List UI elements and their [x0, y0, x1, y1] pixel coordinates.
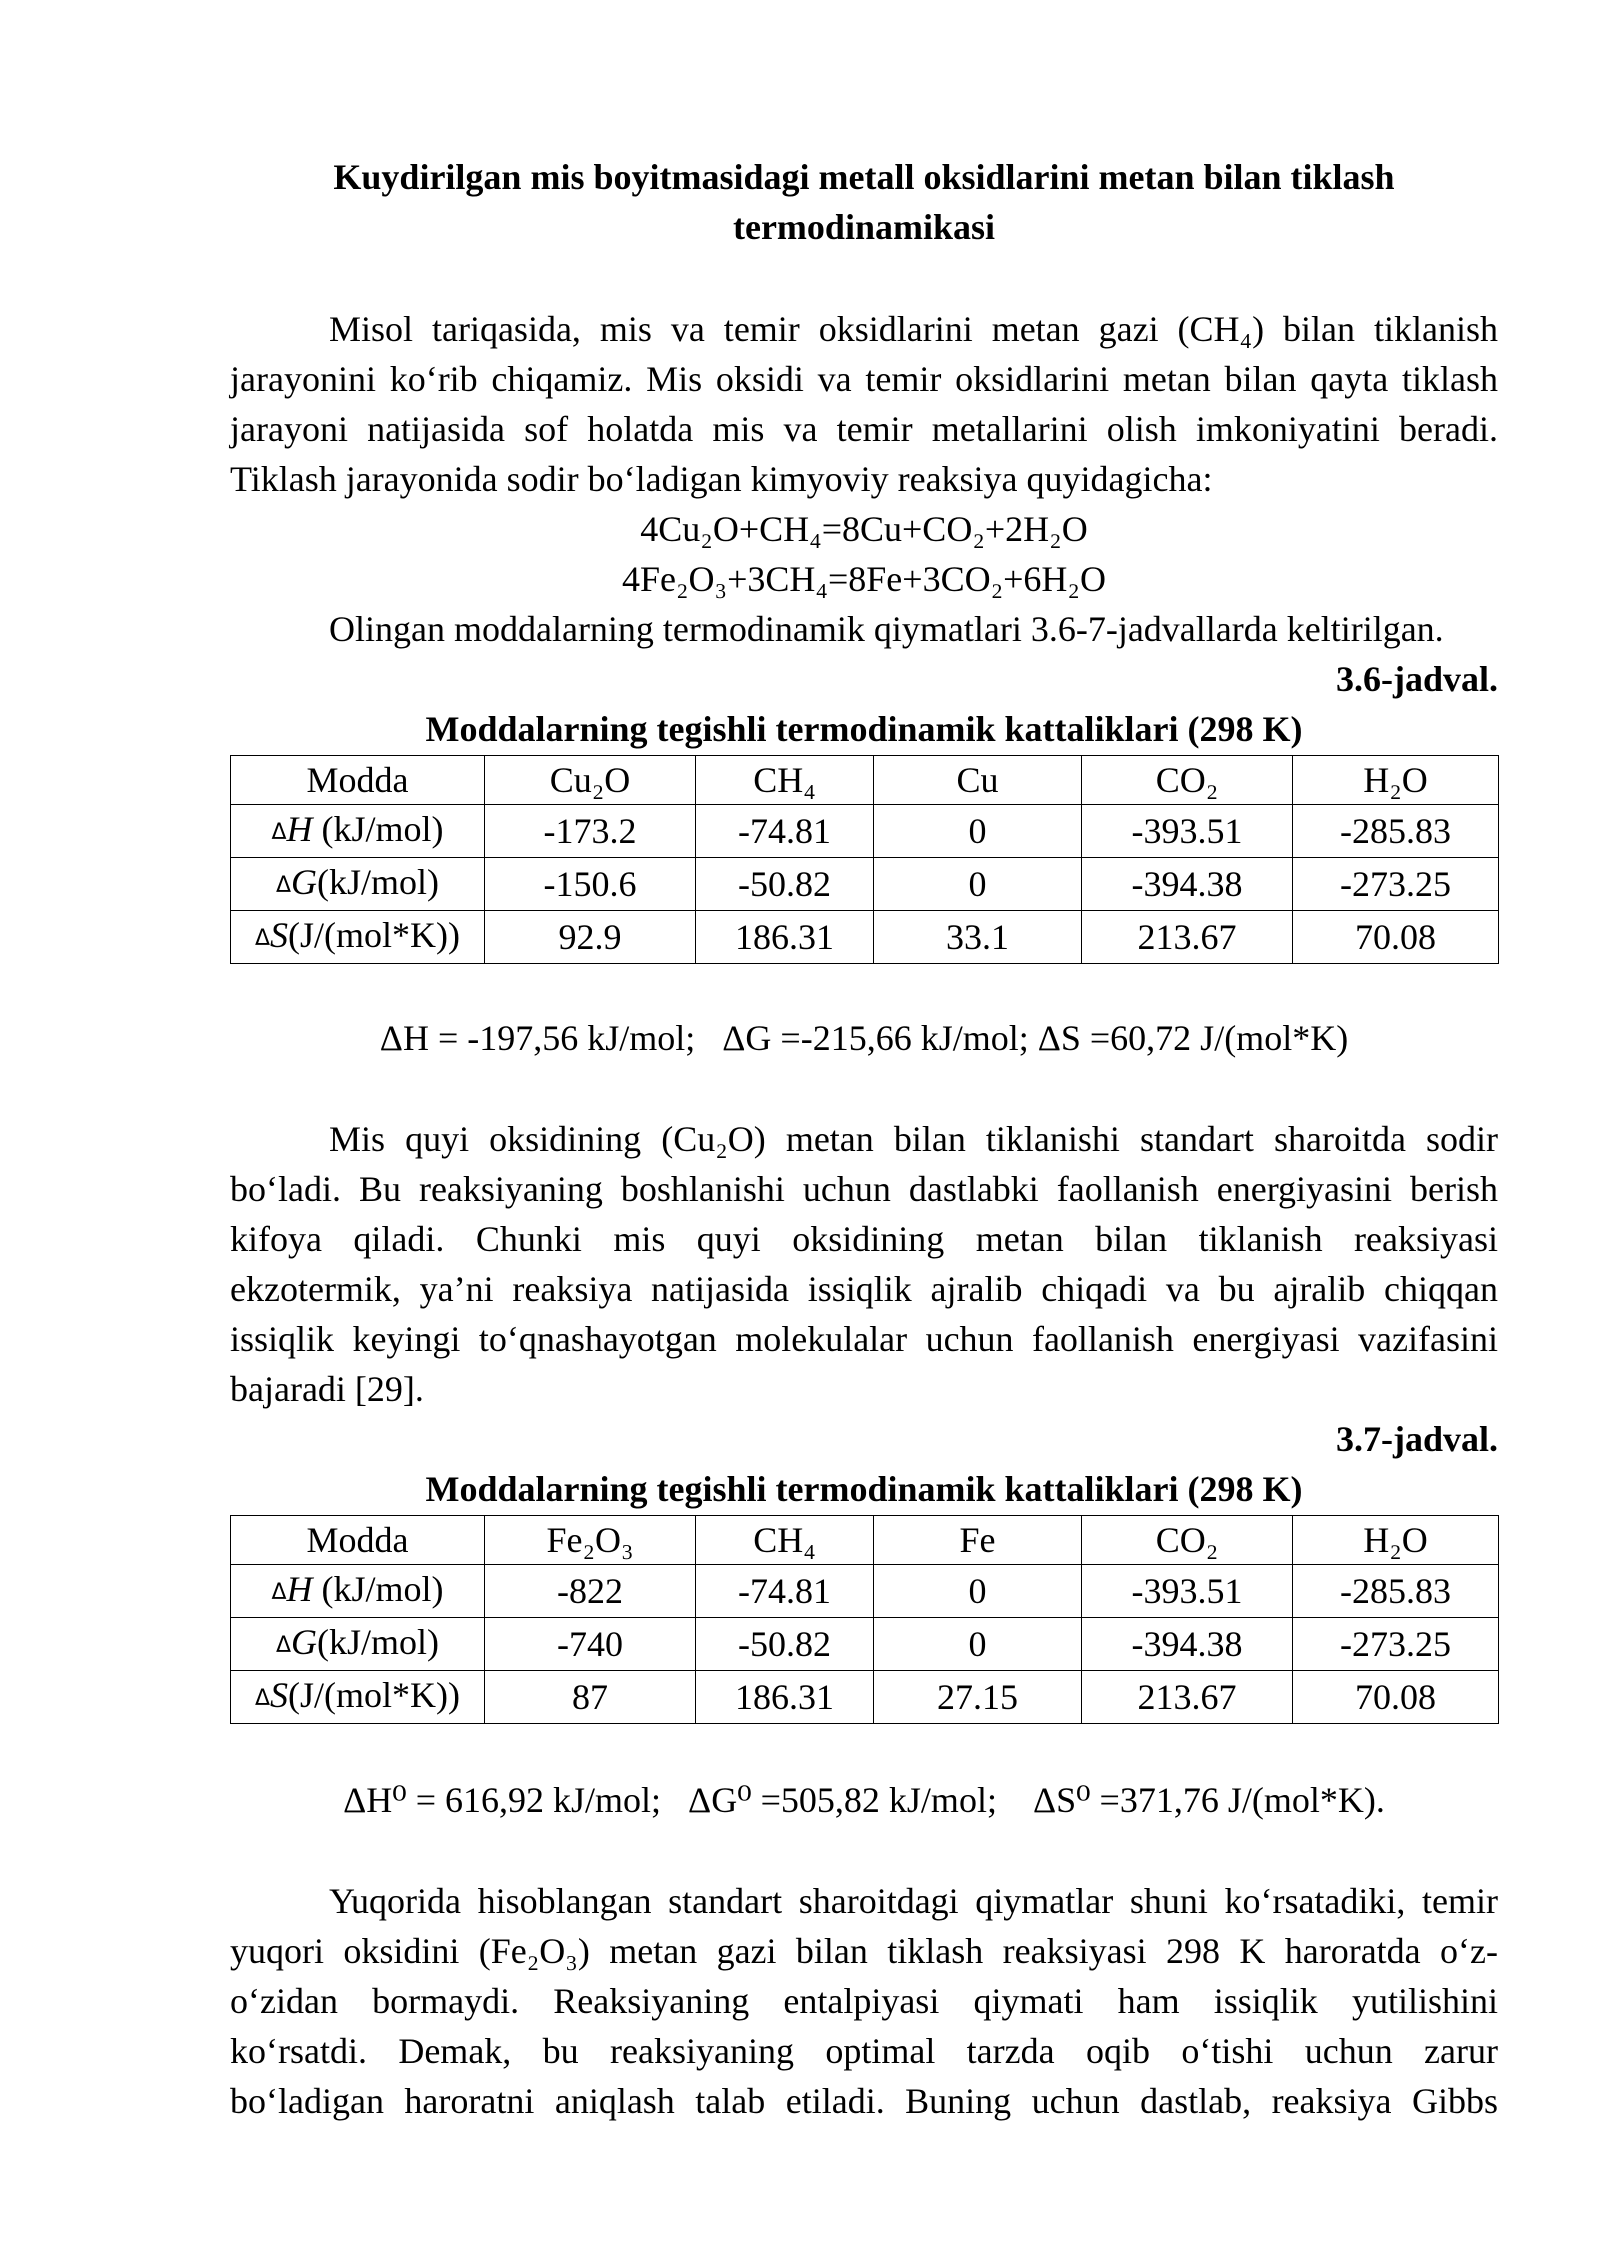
text-line: Olingan moddalarning termodinamik qiymatlari 3.6-7-jadvallarda keltirilgan. [329, 609, 1444, 649]
paragraph [230, 1114, 1498, 1414]
table-row [231, 1618, 1499, 1671]
table-cell: -50.82 [696, 1618, 874, 1671]
table-cell: 213.67 [1082, 911, 1293, 964]
table-header-cell: Modda [231, 1516, 485, 1565]
variable-symbol: G [291, 1622, 318, 1662]
table-cell: -285.83 [1293, 1565, 1499, 1618]
text-line: jarayonini ko‘rib chiqamiz. Mis oksidi va temir oksidlarini metan bilan qayta tiklash [230, 359, 1498, 399]
table-header-cell: H₂O [1293, 756, 1499, 805]
result-line: ΔH = -197,56 kJ/mol; ΔG =-215,66 kJ/mol; ΔS =60,72 J/(mol*K) [379, 1018, 1349, 1058]
table-cell: 213.67 [1082, 1671, 1293, 1724]
table-header-cell: Cu₂O [485, 756, 696, 805]
table-cell: -74.81 [696, 805, 874, 858]
table-caption: Moddalarning tegishli termodinamik kattaliklari (298 K) [425, 709, 1303, 749]
text-line: o‘zidan bormaydi. Reaksiyaning entalpiyasi qiymati ham issiqlik yutilishini [230, 1981, 1498, 2021]
table-cell: -394.38 [1082, 858, 1293, 911]
table-cell: 0 [874, 1565, 1082, 1618]
text-line: jarayoni natijasida sof holatda mis va temir metallarini olish imkoniyatini beradi. [230, 409, 1498, 449]
table-cell: 70.08 [1293, 1671, 1499, 1724]
paragraph [230, 304, 1498, 504]
unit-label: (kJ/mol) [317, 1622, 440, 1662]
table-cell: 70.08 [1293, 911, 1499, 964]
table-cell: -74.81 [696, 1565, 874, 1618]
thermodynamic-table [230, 755, 1499, 964]
table-header-cell: Fe₂O₃ [485, 1516, 696, 1565]
table-cell: -393.51 [1082, 1565, 1293, 1618]
delta-symbol: Δ [271, 820, 287, 845]
table-cell: 92.9 [485, 911, 696, 964]
delta-symbol: Δ [254, 926, 271, 951]
text-line: yuqori oksidini (Fe₂O₃) metan gazi bilan tiklash reaksiyasi 298 K haroratda o‘z- [230, 1931, 1498, 1971]
table-cell: -273.25 [1293, 1618, 1499, 1671]
row-label [231, 805, 485, 858]
table-header-cell: CO₂ [1082, 1516, 1293, 1565]
table-header-cell: CH₄ [696, 1516, 874, 1565]
text-line: Tiklash jarayonida sodir bo‘ladigan kimyoviy reaksiya quyidagicha: [230, 459, 1213, 499]
table-header-cell: CO₂ [1082, 756, 1293, 805]
text-line: bo‘ladi. Bu reaksiyaning boshlanishi uchun dastlabki faollanish energiyasini berish [230, 1169, 1498, 1209]
paragraph [230, 1876, 1498, 2126]
table-header-cell: CH₄ [696, 756, 874, 805]
table-caption: Moddalarning tegishli termodinamik kattaliklari (298 K) [425, 1469, 1303, 1509]
variable-symbol: S [270, 1675, 289, 1715]
table-cell: -50.82 [696, 858, 874, 911]
table-cell: 87 [485, 1671, 696, 1724]
equation: 4Cu₂O+CH₄=8Cu+CO₂+2H₂O [640, 509, 1088, 549]
table-cell: -822 [485, 1565, 696, 1618]
table-row [231, 1565, 1499, 1618]
table-cell: 27.15 [874, 1671, 1082, 1724]
table-cell: -150.6 [485, 858, 696, 911]
table-row [231, 858, 1499, 911]
text-line: kifoya qiladi. Chunki mis quyi oksidining metan bilan tiklanish reaksiyasi [230, 1219, 1498, 1259]
table-row [231, 911, 1499, 964]
table-cell: -285.83 [1293, 805, 1499, 858]
variable-symbol: G [291, 862, 318, 902]
table-header-cell: Modda [231, 756, 485, 805]
unit-label: (J/(mol*K)) [288, 915, 461, 955]
text-line: issiqlik keyingi to‘qnashayotgan molekulalar uchun faollanish energiyasi vazifasini [230, 1319, 1498, 1359]
delta-symbol: Δ [254, 1686, 271, 1711]
delta-symbol: Δ [275, 1633, 292, 1658]
table-header-row [231, 756, 1499, 805]
delta-symbol: Δ [271, 1580, 287, 1605]
variable-symbol: S [270, 915, 289, 955]
table-cell: 186.31 [696, 911, 874, 964]
equation: 4Fe₂O₃+3CH₄=8Fe+3CO₂+6H₂O [622, 559, 1106, 599]
text-line: bo‘ladigan haroratni aniqlash talab etiladi. Buning uchun dastlab, reaksiya Gibbs [230, 2081, 1498, 2121]
table-header-cell: Cu [874, 756, 1082, 805]
table-cell: 186.31 [696, 1671, 874, 1724]
table-row [231, 805, 1499, 858]
delta-symbol: Δ [275, 873, 292, 898]
table-cell: 0 [874, 805, 1082, 858]
table-cell: 0 [874, 858, 1082, 911]
text-line: ko‘rsatdi. Demak, bu reaksiyaning optimal tarzda oqib o‘tishi uchun zarur [230, 2031, 1498, 2071]
unit-label: (kJ/mol) [317, 862, 440, 902]
table-cell: -394.38 [1082, 1618, 1293, 1671]
table-row [231, 1671, 1499, 1724]
row-label [231, 911, 485, 964]
table-cell: -740 [485, 1618, 696, 1671]
variable-symbol: H [286, 1569, 313, 1609]
table-header-row [231, 1516, 1499, 1565]
table-cell: 0 [874, 1618, 1082, 1671]
row-label [231, 858, 485, 911]
title-line: termodinamikasi [732, 207, 995, 247]
table-cell: -173.2 [485, 805, 696, 858]
text-line: Yuqorida hisoblangan standart sharoitdagi qiymatlar shuni ko‘rsatadiki, temir [329, 1881, 1498, 1921]
text-line: Mis quyi oksidining (Cu₂O) metan bilan tiklanishi standart sharoitda sodir [329, 1119, 1498, 1159]
table-cell: 33.1 [874, 911, 1082, 964]
unit-label: (kJ/mol) [312, 1569, 444, 1609]
row-label [231, 1671, 485, 1724]
table-label: 3.7-jadval. [1336, 1419, 1498, 1459]
unit-label: (J/(mol*K)) [288, 1675, 461, 1715]
table-label: 3.6-jadval. [1336, 659, 1498, 699]
title-line: Kuydirilgan mis boyitmasidagi metall oksidlarini metan bilan tiklash [333, 157, 1395, 197]
table-header-cell: Fe [874, 1516, 1082, 1565]
document-title [230, 152, 1498, 252]
row-label [231, 1565, 485, 1618]
variable-symbol: H [286, 809, 313, 849]
text-line: ekzotermik, ya’ni reaksiya natijasida issiqlik ajralib chiqadi va bu ajralib chiqqan [230, 1269, 1498, 1309]
text-line: bajaradi [29]. [230, 1369, 424, 1409]
thermodynamic-table [230, 1515, 1499, 1724]
text-line: Misol tariqasida, mis va temir oksidlarini metan gazi (CH₄) bilan tiklanish [329, 309, 1498, 349]
table-header-cell: H₂O [1293, 1516, 1499, 1565]
table-cell: -273.25 [1293, 858, 1499, 911]
row-label [231, 1618, 485, 1671]
table-cell: -393.51 [1082, 805, 1293, 858]
result-line: ΔH⁰ = 616,92 kJ/mol; ΔG⁰ =505,82 kJ/mol; ΔS⁰ =371,76 J/(mol*K). [343, 1780, 1385, 1820]
unit-label: (kJ/mol) [312, 809, 444, 849]
